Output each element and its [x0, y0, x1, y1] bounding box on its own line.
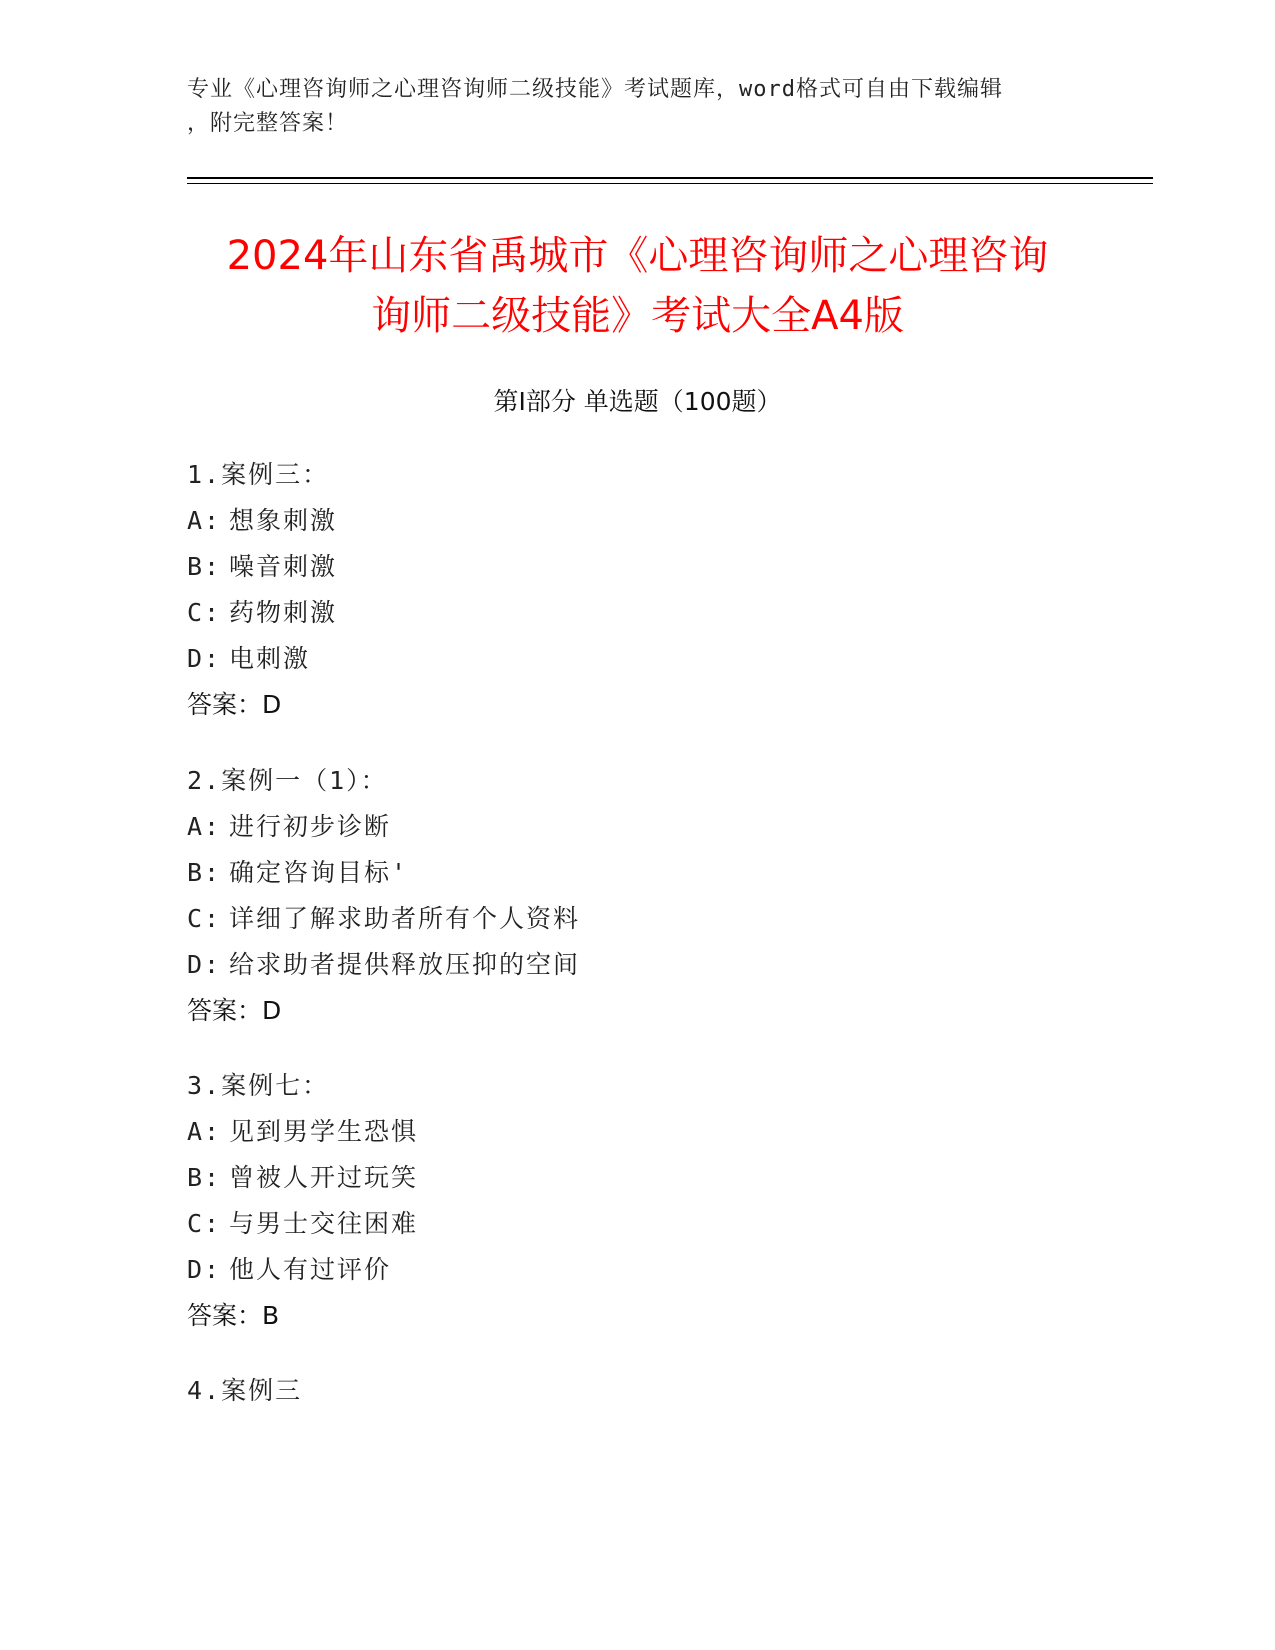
question-stem [187, 1368, 1087, 1414]
option-text: 确定咨询目标' [229, 858, 409, 887]
option-text: 噪音刺激 [229, 552, 338, 581]
option-c [187, 1201, 1087, 1247]
option-text: 进行初步诊断 [229, 812, 392, 841]
answer-value: D [262, 690, 282, 719]
option-key: C: [187, 1209, 222, 1238]
answer-label: 答案： [187, 690, 263, 719]
option-c [187, 590, 1087, 636]
answer-value: B [262, 1301, 280, 1330]
option-text: 电刺激 [229, 644, 311, 673]
option-b [187, 544, 1087, 590]
option-key: D: [187, 1255, 222, 1284]
option-key: A: [187, 1117, 222, 1146]
document-title-line-2: 询师二级技能》考试大全A4版 [371, 293, 904, 339]
option-key: A: [187, 812, 222, 841]
answer [187, 988, 1087, 1034]
answer-value: D [262, 996, 282, 1025]
option-a [187, 804, 1087, 850]
question-number: 4. [187, 1376, 222, 1405]
header-note [187, 73, 1067, 141]
question-text: 案例三 [221, 1376, 303, 1405]
question-number: 1. [187, 460, 222, 489]
answer-label: 答案： [187, 1301, 263, 1330]
option-key: B: [187, 552, 222, 581]
question-stem [187, 452, 1087, 498]
question-4 [187, 1368, 1087, 1414]
question-1 [187, 452, 1087, 728]
question-text: 案例三： [221, 460, 330, 489]
question-3 [187, 1063, 1087, 1339]
option-key: B: [187, 858, 222, 887]
document-title [150, 226, 1125, 346]
option-key: D: [187, 644, 222, 673]
option-text: 与男士交往困难 [229, 1209, 419, 1238]
option-text: 药物刺激 [229, 598, 338, 627]
option-text: 给求助者提供释放压抑的空间 [229, 950, 581, 979]
option-a [187, 1109, 1087, 1155]
question-number: 2. [187, 766, 222, 795]
option-key: A: [187, 506, 222, 535]
answer-label: 答案： [187, 996, 263, 1025]
option-text: 详细了解求助者所有个人资料 [229, 904, 581, 933]
option-a [187, 498, 1087, 544]
question-number: 3. [187, 1071, 222, 1100]
option-key: B: [187, 1163, 222, 1192]
question-text: 案例七： [221, 1071, 330, 1100]
answer [187, 682, 1087, 728]
option-key: C: [187, 598, 222, 627]
option-d [187, 636, 1087, 682]
section-title: 第Ⅰ部分 单选题（100题） [493, 387, 782, 416]
question-text: 案例一（1）： [221, 766, 388, 795]
option-key: D: [187, 950, 222, 979]
document-title-line-1: 2024年山东省禹城市《心理咨询师之心理咨询 [226, 233, 1049, 279]
option-text: 曾被人开过玩笑 [229, 1163, 419, 1192]
option-d [187, 1247, 1087, 1293]
option-b [187, 850, 1087, 896]
question-stem [187, 758, 1087, 804]
option-d [187, 942, 1087, 988]
option-key: C: [187, 904, 222, 933]
header-note-line-1: 专业《心理咨询师之心理咨询师二级技能》考试题库，word格式可自由下载编辑 [187, 77, 1003, 102]
question-stem [187, 1063, 1087, 1109]
question-2 [187, 758, 1087, 1034]
header-divider-thick [187, 177, 1153, 179]
option-c [187, 896, 1087, 942]
option-text: 见到男学生恐惧 [229, 1117, 419, 1146]
header-note-line-2: ，附完整答案！ [187, 111, 349, 136]
option-b [187, 1155, 1087, 1201]
option-text: 想象刺激 [229, 506, 338, 535]
answer [187, 1293, 1087, 1339]
option-text: 他人有过评价 [229, 1255, 392, 1284]
header-divider-thin [187, 183, 1153, 184]
